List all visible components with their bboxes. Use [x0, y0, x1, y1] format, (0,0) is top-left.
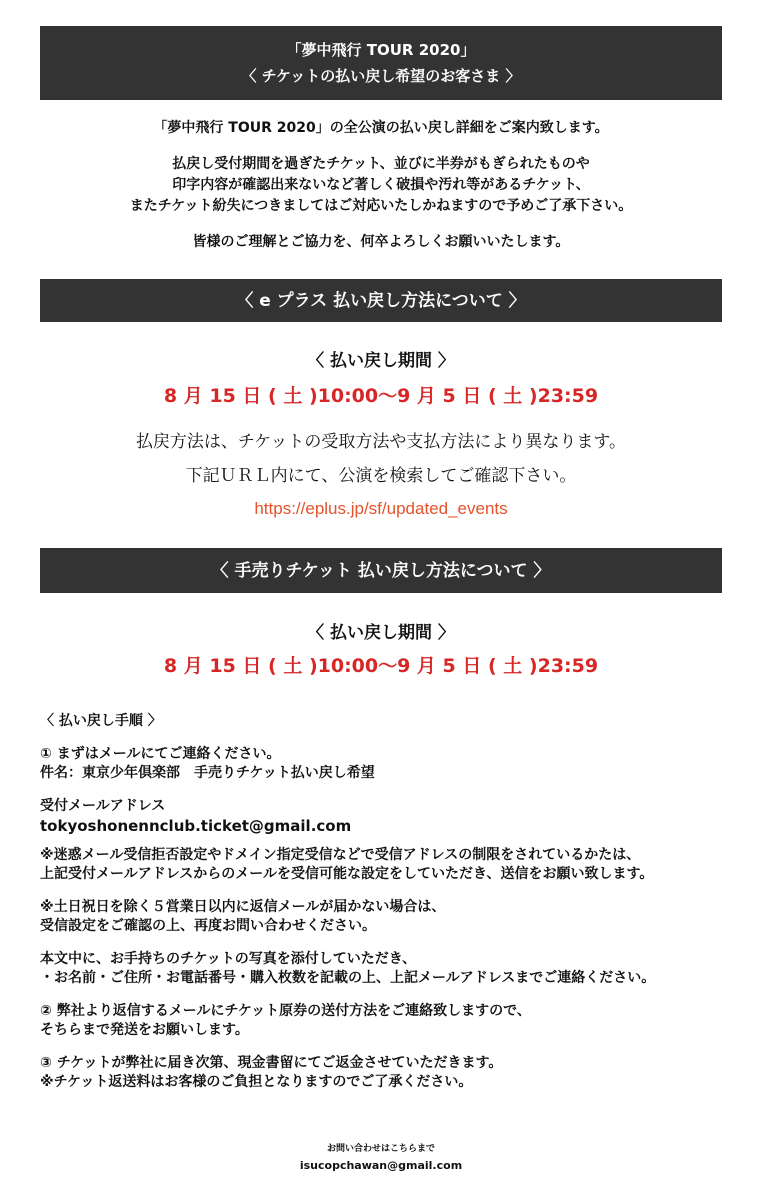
eplus-heading-text: 〈 e プラス 払い戻し方法について 〉 — [236, 290, 526, 311]
intro-paragraph-3: 皆様のご理解とご協力を、何卒よろしくお願いいたします。 — [192, 234, 570, 250]
handsale-period-label: 〈 払い戻し期間 〉 — [307, 623, 455, 643]
step-3-line-1: ③ チケットが弊社に届き次第、現金書留にてご返金させていただきます。 — [40, 1055, 503, 1071]
page-title: 「夢中飛行 TOUR 2020」 — [286, 41, 476, 59]
handsale-period-date: 8 月 15 日 ( 土 )10:00〜9 月 5 日 ( 土 )23:59 — [163, 655, 599, 677]
eplus-method-line-1: 払戻方法は、チケットの受取方法や支払方法により異なります。 — [135, 432, 627, 452]
step-1-line-1: ① まずはメールにてご連絡ください。 — [40, 746, 281, 762]
body-line-1: 本文中に、お手持ちのチケットの写真を添付していただき、 — [40, 951, 417, 967]
reception-email[interactable]: tokyoshonennclub.ticket@gmail.com — [40, 817, 352, 835]
eplus-method — [0, 427, 762, 519]
note-1-line-2: 上記受付メールアドレスからのメールを受信可能な設定をしていただき、送信をお願い致します。 — [40, 866, 654, 882]
title-banner — [40, 26, 722, 100]
eplus-period-label: 〈 払い戻し期間 〉 — [307, 351, 455, 371]
eplus-period — [0, 346, 762, 408]
handsale-heading-text: 〈 手売りチケット 払い戻し方法について 〉 — [211, 560, 551, 581]
contact-email[interactable]: isucopchawan@gmail.com — [299, 1159, 463, 1172]
handsale-section-heading — [40, 548, 722, 593]
eplus-period-date: 8 月 15 日 ( 土 )10:00〜9 月 5 日 ( 土 )23:59 — [163, 385, 599, 407]
intro-paragraph-2-line-3: またチケット紛失につきましてはご対応いたしかねますので予めご了承下さい。 — [129, 198, 633, 214]
body-line-2: ・お名前・ご住所・お電話番号・購入枚数を記載の上、上記メールアドレスまでご連絡ください。 — [40, 970, 656, 986]
intro-paragraph-1: 「夢中飛行 TOUR 2020」の全公演の払い戻し詳細をご案内致します。 — [153, 120, 609, 136]
note-2-line-1: ※土日祝日を除く５営業日以内に返信メールが届かない場合は、 — [40, 899, 446, 915]
refund-steps — [40, 712, 730, 1092]
note-1-line-1: ※迷惑メール受信拒否設定やドメイン指定受信などで受信アドレスの制限をされているかたは、 — [40, 847, 641, 863]
eplus-method-line-2: 下記ＵＲＬ内にて、公演を検索してご確認下さい。 — [185, 466, 577, 486]
handsale-period — [0, 618, 762, 678]
intro-paragraph-2-line-2: 印字内容が確認出来ないなど著しく破損や汚れ等があるチケット、 — [172, 177, 590, 193]
step-1-line-2: 件名：東京少年倶楽部 手売りチケット払い戻し希望 — [40, 765, 375, 781]
step-2-line-1: ② 弊社より返信するメールにチケット原券の送付方法をご連絡致しますので、 — [40, 1003, 531, 1019]
intro-paragraph-2-line-1: 払戻し受付期間を過ぎたチケット、並びに半券がもぎられたものや — [172, 156, 590, 172]
note-2-line-2: 受信設定をご確認の上、再度お問い合わせください。 — [40, 918, 376, 934]
contact-footer — [0, 1141, 762, 1175]
step-3-line-2: ※チケット返送料はお客様のご負担となりますのでご了承ください。 — [40, 1074, 473, 1090]
page-subtitle: 〈 チケットの払い戻し希望のお客さま 〉 — [241, 67, 521, 85]
step-2-line-2: そちらまで発送をお願いします。 — [40, 1022, 249, 1038]
contact-label: お問い合わせはこちらまで — [326, 1144, 435, 1154]
eplus-section-heading — [40, 279, 722, 322]
intro-section — [0, 118, 762, 253]
address-label: 受付メールアドレス — [40, 798, 166, 814]
eplus-url-link[interactable]: https://eplus.jp/sf/updated_events — [254, 499, 508, 518]
steps-title: 〈 払い戻し手順 〉 — [40, 713, 162, 729]
